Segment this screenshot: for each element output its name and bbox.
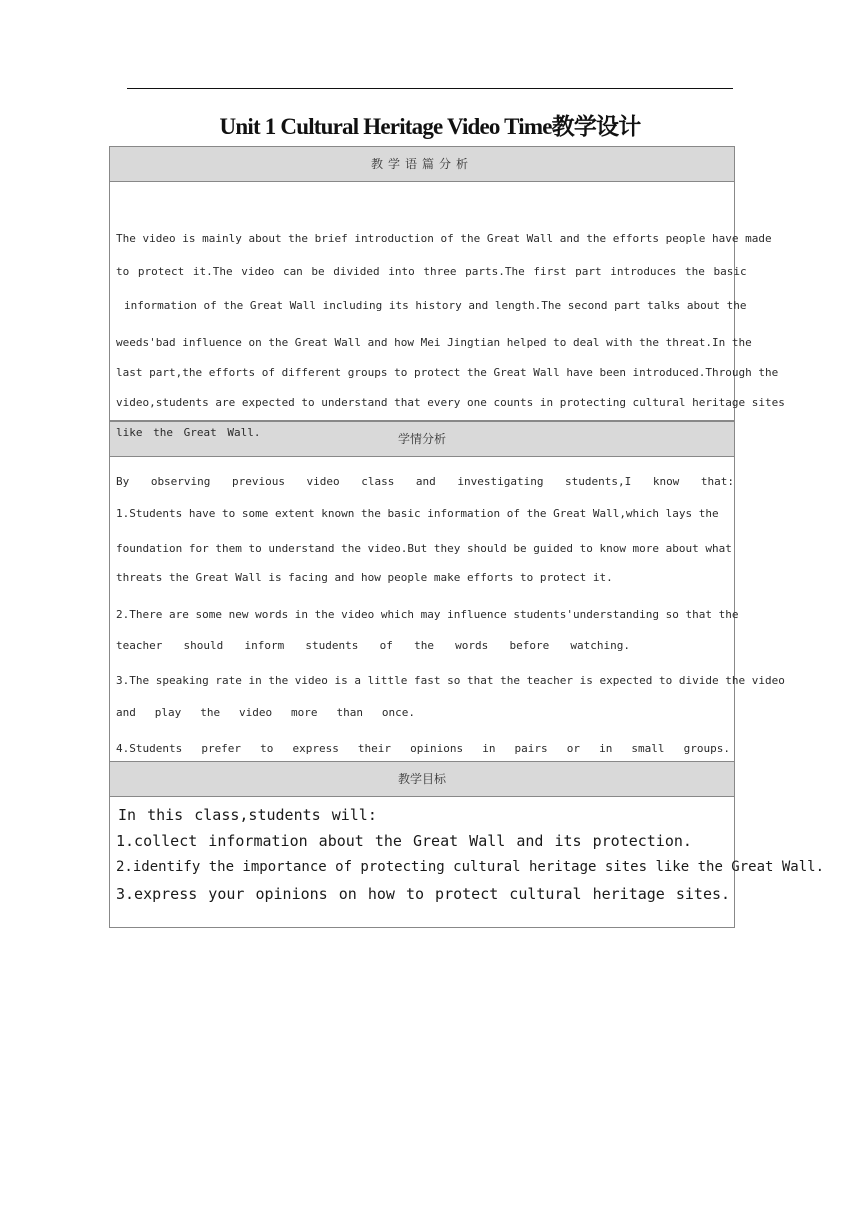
text-line: information of the Great Wall including its history and length.The second part talks about the xyxy=(124,299,747,312)
goal-line: 1.collect information about the Great Wall and its protection. xyxy=(116,832,692,850)
text-line: teacher should inform students of the words before watching. xyxy=(116,639,630,652)
text-line: threats the Great Wall is facing and how people make efforts to protect it. xyxy=(116,571,613,584)
goal-line: 2.identify the importance of protecting cultural heritage sites like the Great Wall. xyxy=(116,859,825,875)
section-body-learner-analysis xyxy=(110,457,785,762)
section-body-teaching-goals xyxy=(110,797,825,927)
text-line: 2.There are some new words in the video which may influence students'understanding so that the xyxy=(116,608,739,621)
text-line: foundation for them to understand the video.But they should be guided to know more about what xyxy=(116,542,732,555)
section-heading-teaching-goals: 教学目标 xyxy=(110,762,734,797)
text-line: By observing previous video class and investigating students,I know that: xyxy=(116,475,734,488)
goal-line: In this class,students will: xyxy=(118,806,377,824)
lesson-plan-table xyxy=(109,146,825,928)
text-line: to protect it.The video can be divided into three parts.The first part introduces the basic xyxy=(116,265,747,278)
text-line: 3.The speaking rate in the video is a little fast so that the teacher is expected to divide the video xyxy=(116,674,785,687)
text-line: last part,the efforts of different groups to protect the Great Wall have been introduced.Through the xyxy=(116,366,779,379)
section-heading-learner-analysis: 学情分析 xyxy=(110,421,734,457)
text-line: 4.Students prefer to express their opinions in pairs or in small groups. xyxy=(116,742,730,755)
goal-line: 3.express your opinions on how to protect cultural heritage sites. xyxy=(116,885,731,903)
text-line: The video is mainly about the brief introduction of the Great Wall and the efforts people have made xyxy=(116,232,772,245)
text-line: and play the video more than once. xyxy=(116,706,415,719)
header-rule xyxy=(127,88,733,89)
text-line: like the Great Wall. xyxy=(116,426,261,439)
section-heading-text-analysis: 教学语篇分析 xyxy=(110,147,734,182)
text-line: video,students are expected to understand that every one counts in protecting cultural heritage sites xyxy=(116,396,785,409)
text-line: 1.Students have to some extent known the basic information of the Great Wall,which lays the xyxy=(116,507,719,520)
document-title: Unit 1 Cultural Heritage Video Time教学设计 xyxy=(219,114,641,139)
text-line: weeds'bad influence on the Great Wall and how Mei Jingtian helped to deal with the threat.In the xyxy=(116,336,752,349)
